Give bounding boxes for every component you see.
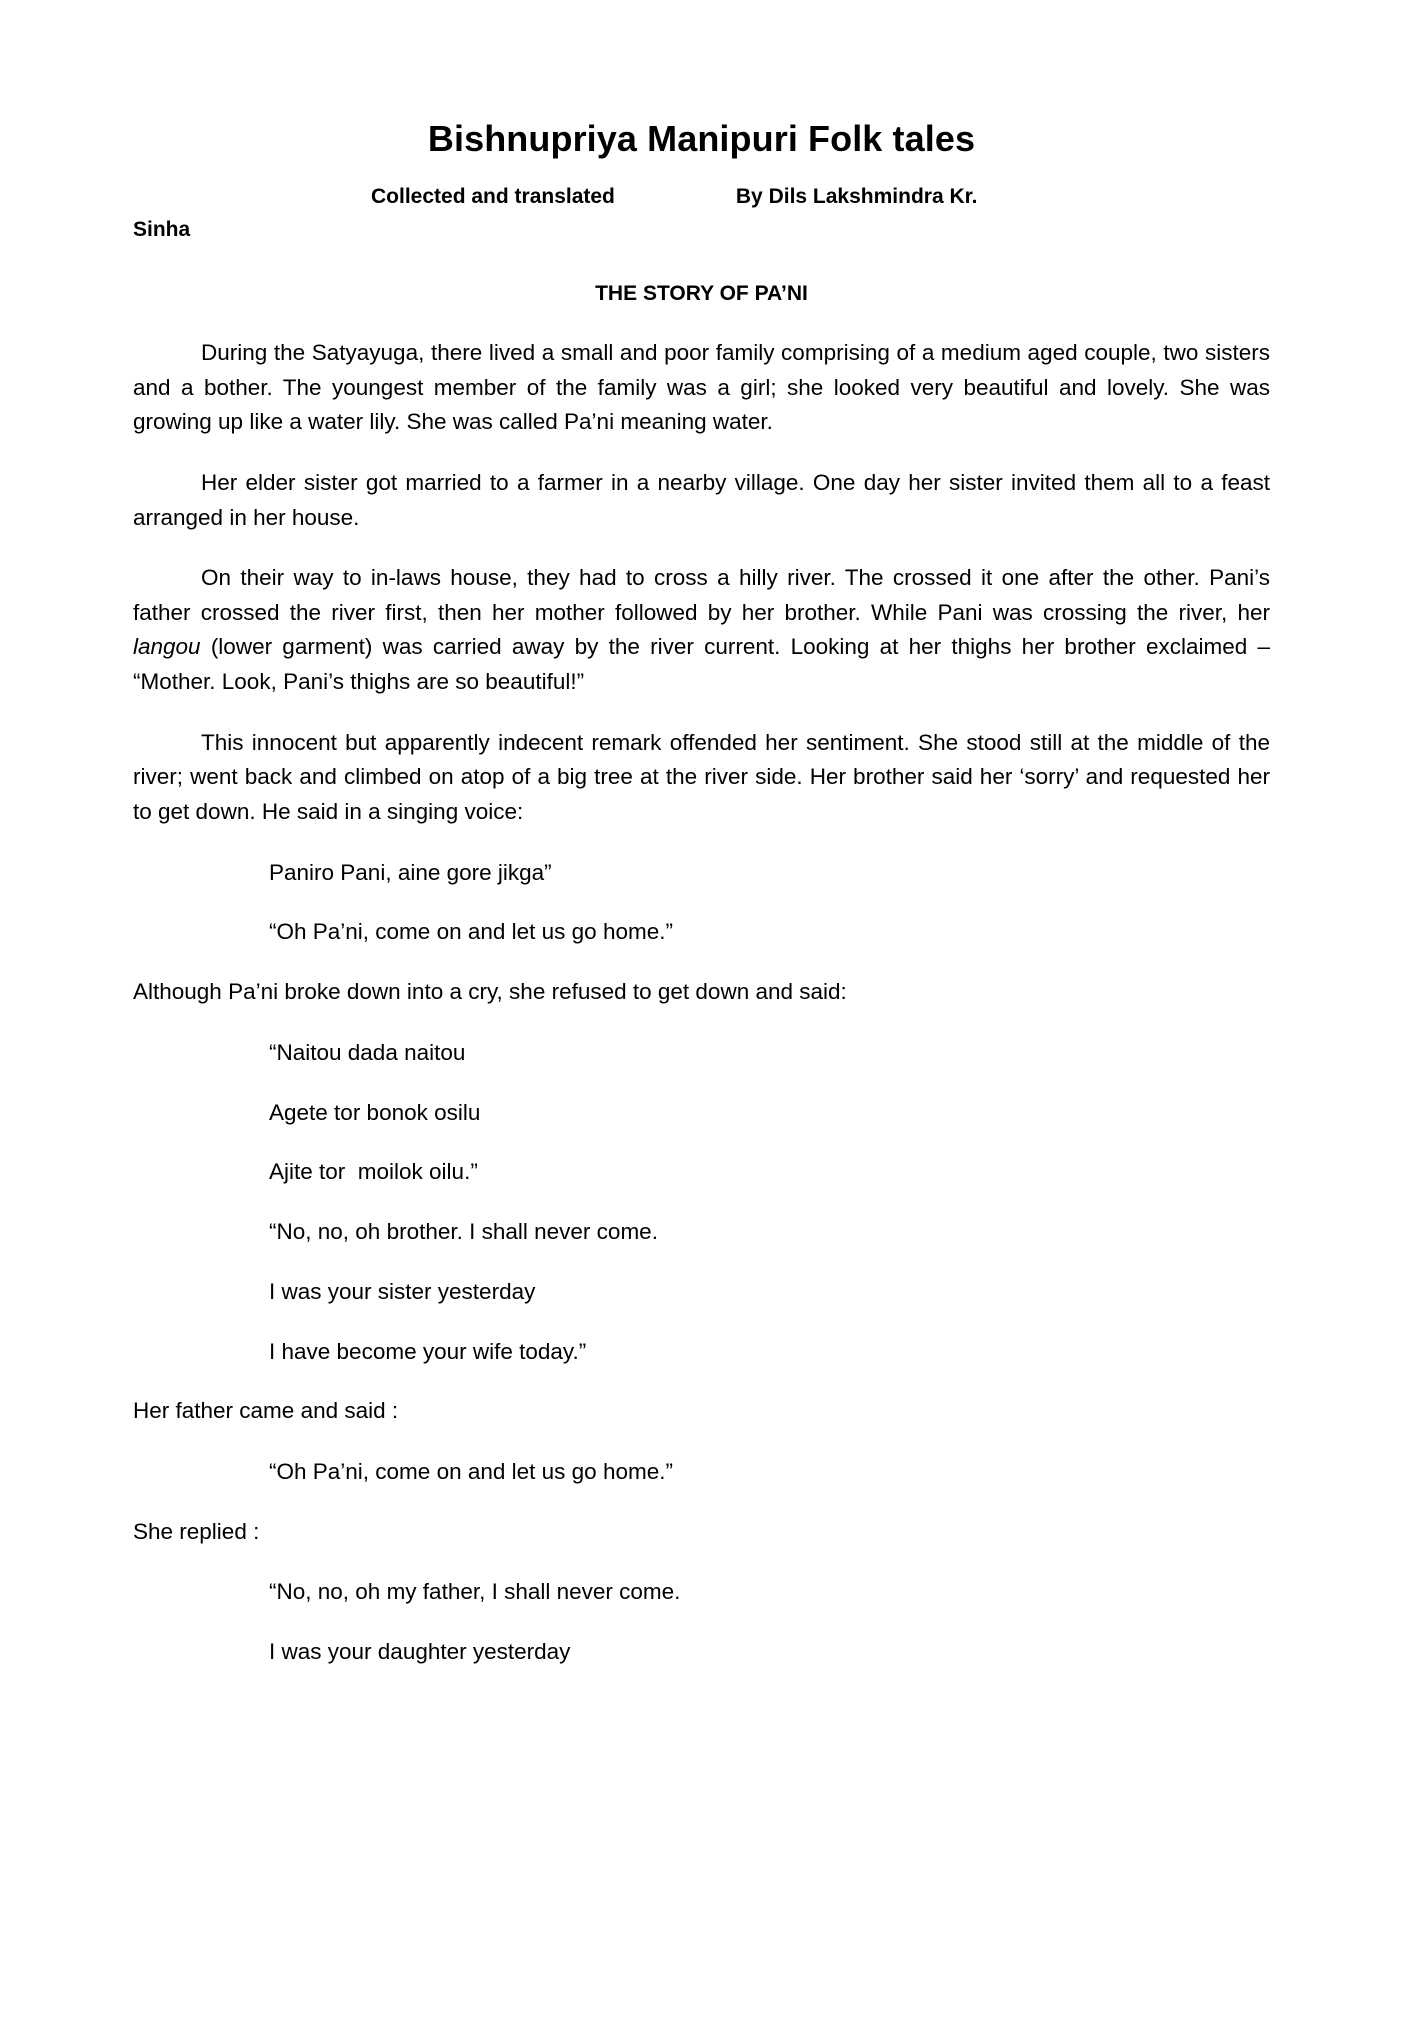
paragraph-text-continued: (lower garment) was carried away by the river current. Looking at her thighs her brother exclaimed – “Mother. Look, Pani’s thighs are so beautiful!” (133, 634, 1270, 695)
body-paragraph (133, 1515, 1270, 1550)
paragraph-text: “Naitou dada naitou (269, 1039, 466, 1065)
body-paragraph (133, 561, 1270, 700)
paragraph-text: During the Satyayuga, there lived a small and poor family comprising of a medium aged couple, two sisters and a bother. The youngest member of the family was a girl; she looked very beautiful and lovely. She was growing up like a water lily. She was called Pa’ni meaning water. (133, 339, 1270, 435)
byline-author: By Dils Lakshmindra Kr. (735, 185, 978, 209)
byline-row (133, 181, 1270, 214)
paragraph-text: I have become your wife today.” (269, 1338, 587, 1364)
document-body (133, 336, 1270, 1669)
body-paragraph (133, 726, 1270, 830)
paragraph-text: On their way to in-laws house, they had to cross a hilly river. The crossed it one after the other. Pani’s father crossed the river first, then her mother followed by her brother. While Pani was crossing the river, her (133, 565, 1270, 625)
verse-line (133, 856, 1270, 890)
paragraph-text: Agete tor bonok osilu (269, 1099, 481, 1125)
body-paragraph (133, 336, 1270, 440)
paragraph-text: This innocent but apparently indecent remark offended her sentiment. She stood still at the middle of the river; went back and climbed on atop of a big tree at the river side. Her brother said her ‘sorry’ and requested her to get down. He said in a singing voice: (133, 729, 1270, 825)
paragraph-text: Although Pa’ni broke down into a cry, she refused to get down and said: (133, 979, 847, 1005)
section-heading: THE STORY OF PA’NI (595, 282, 808, 306)
italic-term: langou (133, 634, 201, 660)
page-title: Bishnupriya Manipuri Folk tales (427, 118, 976, 159)
paragraph-text: Paniro Pani, aine gore jikga” (269, 859, 552, 885)
paragraph-text: I was your daughter yesterday (269, 1639, 571, 1665)
paragraph-text: “No, no, oh my father, I shall never come. (269, 1579, 681, 1605)
byline-author-continued: Sinha (133, 217, 191, 241)
verse-line (133, 1215, 1270, 1249)
body-paragraph (133, 1394, 1270, 1429)
verse-line (133, 1275, 1270, 1309)
verse-line (133, 1335, 1270, 1369)
paragraph-text: Her father came and said : (133, 1398, 399, 1424)
body-paragraph (133, 466, 1270, 535)
paragraph-text: “Oh Pa’ni, come on and let us go home.” (269, 919, 673, 945)
verse-line (133, 1096, 1270, 1130)
paragraph-text: “Oh Pa’ni, come on and let us go home.” (269, 1458, 673, 1484)
verse-line (133, 1155, 1270, 1189)
paragraph-text: I was your sister yesterday (269, 1278, 536, 1304)
verse-line (133, 1036, 1270, 1070)
byline-credit: Collected and translated (371, 185, 615, 209)
paragraph-text: Her elder sister got married to a farmer in a nearby village. One day her sister invited them all to a feast arranged in her house. (133, 469, 1270, 530)
verse-line (133, 1575, 1270, 1609)
verse-line (133, 915, 1270, 949)
paragraph-text: She replied : (133, 1518, 260, 1544)
paragraph-text: Ajite tor moilok oilu.” (269, 1159, 478, 1185)
body-paragraph (133, 975, 1270, 1010)
verse-line (133, 1455, 1270, 1489)
paragraph-text: “No, no, oh brother. I shall never come. (269, 1219, 658, 1245)
verse-line (133, 1635, 1270, 1669)
